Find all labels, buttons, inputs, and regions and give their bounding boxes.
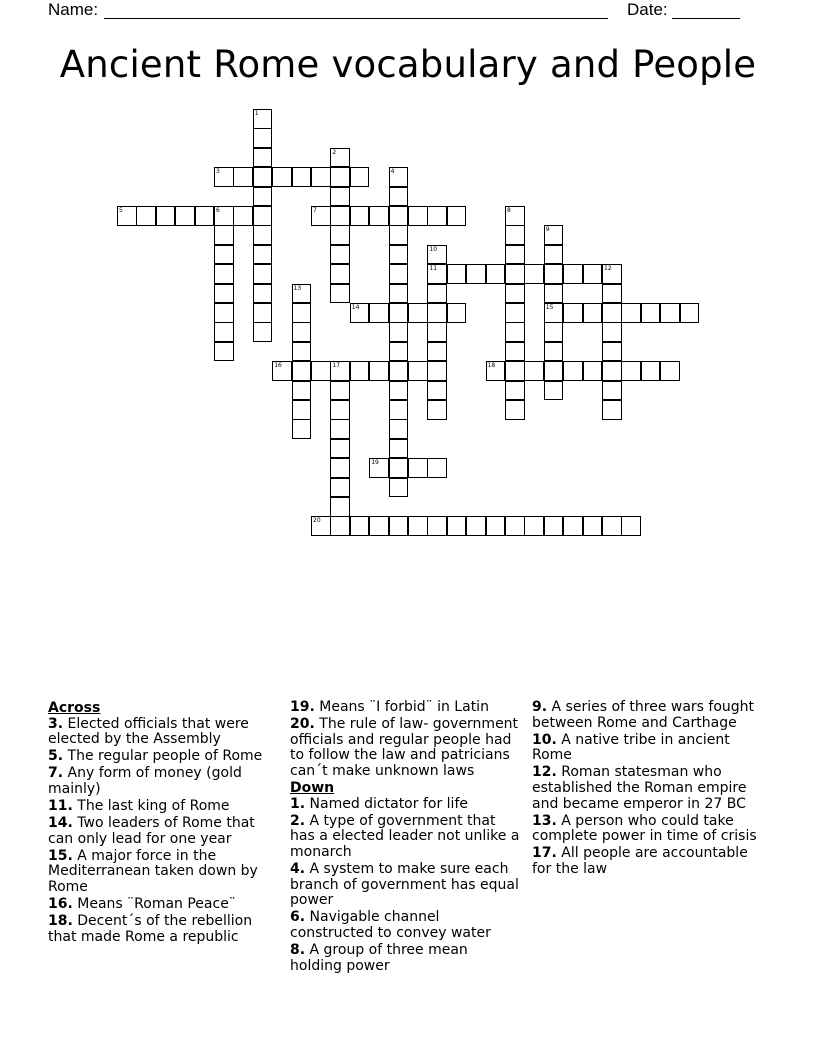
crossword-cell[interactable] <box>350 167 370 187</box>
crossword-cell[interactable] <box>486 264 506 284</box>
crossword-cell[interactable] <box>389 322 409 342</box>
crossword-cell[interactable] <box>505 206 525 226</box>
crossword-cell[interactable] <box>292 342 312 362</box>
clue-number: 20. <box>290 716 315 733</box>
clue-number: 3. <box>48 715 64 732</box>
crossword-cell[interactable] <box>447 516 467 536</box>
cell-number: 20 <box>313 517 321 525</box>
crossword-cell[interactable] <box>427 342 447 362</box>
clue <box>532 733 768 764</box>
crossword-cell[interactable] <box>311 206 331 226</box>
crossword-cell[interactable] <box>583 303 603 323</box>
cell-number: 12 <box>604 265 612 273</box>
crossword-cell[interactable] <box>311 361 331 381</box>
crossword-cell[interactable] <box>583 516 603 536</box>
page-title: Ancient Rome vocabulary and People <box>59 43 757 86</box>
crossword-cell[interactable] <box>505 264 525 284</box>
crossword-cell[interactable] <box>253 322 273 342</box>
crossword-cell[interactable] <box>427 361 447 381</box>
crossword-cell[interactable] <box>253 128 273 148</box>
crossword-cell[interactable] <box>350 516 370 536</box>
crossword-cell[interactable] <box>292 284 312 304</box>
crossword-cell[interactable] <box>544 284 564 304</box>
crossword-cell[interactable] <box>408 458 428 478</box>
cell-number: 15 <box>545 304 554 311</box>
clue-text: The regular people of Rome <box>67 748 263 765</box>
crossword-cell[interactable] <box>369 458 389 478</box>
crossword-cell[interactable] <box>389 187 409 207</box>
clue-text: Means ¨I forbid¨ in Latin <box>319 699 489 715</box>
crossword-cell[interactable] <box>330 225 350 245</box>
clue-number: 2. <box>290 812 306 829</box>
crossword-cell[interactable] <box>680 303 700 323</box>
crossword-cell[interactable] <box>253 206 273 226</box>
clue <box>48 897 276 913</box>
clue-text: Roman statesman who established the Roman empire and became emperor in 27 BC <box>532 764 747 812</box>
clue <box>290 700 522 716</box>
crossword-cell[interactable] <box>641 361 661 381</box>
clue-number: 16. <box>48 896 73 913</box>
crossword-cell[interactable] <box>292 381 312 401</box>
crossword-cell[interactable] <box>660 361 680 381</box>
clue-number: 4. <box>290 860 306 877</box>
crossword-cell[interactable] <box>253 167 273 187</box>
cell-number: 19 <box>371 459 379 467</box>
clue-text: Elected officials that were elected by the Assembly <box>48 715 249 748</box>
crossword-cell[interactable] <box>427 264 447 284</box>
crossword-cell[interactable] <box>253 284 273 304</box>
clue-number: 9. <box>532 699 548 715</box>
crossword-cell[interactable] <box>641 303 661 323</box>
crossword-cell[interactable] <box>621 516 641 536</box>
crossword-cell[interactable] <box>214 284 234 304</box>
clue <box>290 943 522 974</box>
crossword-cell[interactable] <box>408 516 428 536</box>
crossword-cell[interactable] <box>253 148 273 168</box>
crossword-cell[interactable] <box>544 245 564 265</box>
clue-text: A type of government that has a elected leader not unlike a monarch <box>290 812 520 860</box>
cell-number: 14 <box>351 304 360 311</box>
crossword-cell[interactable] <box>330 439 350 459</box>
crossword-cell[interactable] <box>330 148 350 168</box>
cell-number: 1 <box>254 110 259 117</box>
crossword-cell[interactable] <box>330 497 350 517</box>
crossword-cell[interactable] <box>389 245 409 265</box>
crossword-cell[interactable] <box>427 303 447 323</box>
clue-number: 10. <box>532 731 557 748</box>
clue-text: The last king of Rome <box>77 798 230 815</box>
crossword-cell[interactable] <box>214 245 234 265</box>
crossword-cell[interactable] <box>369 303 389 323</box>
crossword-cell[interactable] <box>311 167 331 187</box>
crossword-cell[interactable] <box>602 516 622 536</box>
clue <box>532 846 768 877</box>
crossword-cell[interactable] <box>563 516 583 536</box>
clue-text: Navigable channel constructed to convey water <box>290 909 491 941</box>
crossword-cell[interactable] <box>505 245 525 265</box>
crossword-cell[interactable] <box>389 264 409 284</box>
crossword-cell[interactable] <box>505 381 525 401</box>
clue <box>532 814 768 845</box>
crossword-cell[interactable] <box>505 400 525 420</box>
crossword-cell[interactable] <box>253 225 273 245</box>
clue-text: A major force in the Mediterranean taken down by Rome <box>48 847 258 896</box>
cell-number: 5 <box>119 207 123 214</box>
crossword-cell[interactable] <box>408 303 428 323</box>
clue-number: 17. <box>532 845 557 862</box>
clue-text: All people are accountable for the law <box>532 845 748 877</box>
crossword-cell[interactable] <box>389 439 409 459</box>
crossword-cell[interactable] <box>544 264 564 284</box>
clue <box>532 765 768 812</box>
crossword-cell[interactable] <box>330 187 350 207</box>
crossword-cell[interactable] <box>292 322 312 342</box>
clue-number: 18. <box>48 913 73 930</box>
clue-text: Any form of money (gold mainly) <box>48 765 242 797</box>
crossword-cell[interactable] <box>214 342 234 362</box>
clue-text: A person who could take complete power in time of crisis <box>532 812 757 845</box>
crossword-cell[interactable] <box>330 284 350 304</box>
crossword-cell[interactable] <box>389 361 409 381</box>
clue <box>48 766 276 797</box>
crossword-cell[interactable] <box>602 322 622 342</box>
crossword-cell[interactable] <box>563 361 583 381</box>
crossword-cell[interactable] <box>117 206 137 226</box>
crossword-cell[interactable] <box>389 167 409 187</box>
crossword-cell[interactable] <box>427 322 447 342</box>
crossword-cell[interactable] <box>369 206 389 226</box>
clues-column-1 <box>48 700 276 947</box>
crossword-cell[interactable] <box>389 303 409 323</box>
clue-number: 14. <box>48 815 73 832</box>
cell-number: 17 <box>332 362 341 370</box>
crossword-cell[interactable] <box>486 361 506 381</box>
cell-number: 16 <box>274 362 282 370</box>
crossword-cell[interactable] <box>408 206 428 226</box>
crossword-cell[interactable] <box>214 264 234 284</box>
clue-number: 12. <box>532 764 557 781</box>
crossword-cell[interactable] <box>544 225 564 245</box>
crossword-cell[interactable] <box>350 303 370 323</box>
crossword-cell[interactable] <box>505 516 525 536</box>
crossword-cell[interactable] <box>330 458 350 478</box>
crossword-cell[interactable] <box>544 381 564 401</box>
crossword-cell[interactable] <box>544 322 564 342</box>
cell-number: 10 <box>429 245 438 253</box>
clue-number: 11. <box>48 798 73 815</box>
crossword-cell[interactable] <box>602 342 622 362</box>
cell-number: 11 <box>429 265 438 273</box>
crossword-cell[interactable] <box>253 264 273 284</box>
crossword-cell[interactable] <box>544 516 564 536</box>
crossword-cell[interactable] <box>447 206 467 226</box>
clue-number: 5. <box>48 748 64 765</box>
crossword-cell[interactable] <box>544 361 564 381</box>
cell-number: 3 <box>216 168 220 176</box>
crossword-cell[interactable] <box>621 303 641 323</box>
cell-number: 13 <box>293 284 302 292</box>
crossword-cell[interactable] <box>505 303 525 323</box>
clues-column-2 <box>290 700 522 976</box>
crossword-cell[interactable] <box>330 516 350 536</box>
cell-number: 8 <box>507 207 511 214</box>
clue-text: Decent´s of the rebellion that made Rome a republic <box>48 913 253 945</box>
clue-text: A native tribe in ancient Rome <box>532 731 730 764</box>
clue <box>290 910 522 941</box>
crossword-cell[interactable] <box>486 516 506 536</box>
crossword-cell[interactable] <box>214 167 234 187</box>
clue-text: A system to make sure each branch of government has equal power <box>290 860 519 909</box>
crossword-cell[interactable] <box>602 381 622 401</box>
crossword-cell[interactable] <box>156 206 176 226</box>
crossword-cell[interactable] <box>524 264 544 284</box>
crossword-cell[interactable] <box>583 264 603 284</box>
crossword-cell[interactable] <box>389 419 409 439</box>
clue-text: Means ¨Roman Peace¨ <box>77 896 236 913</box>
name-label: Name: <box>48 0 99 19</box>
crossword-cell[interactable] <box>505 342 525 362</box>
crossword-cell[interactable] <box>660 303 680 323</box>
crossword-cell[interactable] <box>350 361 370 381</box>
crossword-cell[interactable] <box>563 264 583 284</box>
crossword-cell[interactable] <box>195 206 215 226</box>
down-heading: Down <box>290 779 335 796</box>
clue <box>48 914 276 945</box>
crossword-cell[interactable] <box>427 400 447 420</box>
clue-text: Two leaders of Rome that can only lead for one year <box>48 815 255 847</box>
crossword-cell[interactable] <box>427 458 447 478</box>
cell-number: 7 <box>313 207 317 214</box>
clue-text: A series of three wars fought between Rome and Carthage <box>532 699 755 731</box>
crossword-cell[interactable] <box>389 342 409 362</box>
crossword-cell[interactable] <box>389 284 409 304</box>
crossword-cell[interactable] <box>330 419 350 439</box>
crossword-cell[interactable] <box>330 167 350 187</box>
clue-number: 7. <box>48 765 64 782</box>
crossword-cell[interactable] <box>389 206 409 226</box>
crossword-cell[interactable] <box>214 303 234 323</box>
crossword-cell[interactable] <box>330 206 350 226</box>
crossword-cell[interactable] <box>408 361 428 381</box>
crossword-cell[interactable] <box>447 303 467 323</box>
crossword-cell[interactable] <box>136 206 156 226</box>
crossword-cell[interactable] <box>602 303 622 323</box>
crossword-cell[interactable] <box>505 361 525 381</box>
crossword-cell[interactable] <box>253 187 273 207</box>
cell-number: 4 <box>390 168 395 176</box>
date-label: Date: <box>627 0 668 19</box>
crossword-cell[interactable] <box>427 206 447 226</box>
clue-number: 1. <box>290 795 306 812</box>
clue <box>48 849 276 896</box>
crossword-cell[interactable] <box>292 361 312 381</box>
crossword-cell[interactable] <box>505 322 525 342</box>
clue <box>48 799 276 815</box>
clue-number: 8. <box>290 941 306 958</box>
crossword-cell[interactable] <box>427 516 447 536</box>
clue-number: 15. <box>48 847 73 864</box>
crossword-cell[interactable] <box>330 361 350 381</box>
crossword-cell[interactable] <box>214 322 234 342</box>
crossword-cell[interactable] <box>466 264 486 284</box>
crossword-cell[interactable] <box>389 458 409 478</box>
crossword-cell[interactable] <box>350 206 370 226</box>
crossword-cell[interactable] <box>583 361 603 381</box>
crossword-cell[interactable] <box>544 303 564 323</box>
crossword-cell[interactable] <box>330 400 350 420</box>
crossword-cell[interactable] <box>233 167 253 187</box>
crossword-cell[interactable] <box>621 361 641 381</box>
crossword-cell[interactable] <box>272 361 292 381</box>
cell-number: 18 <box>487 362 496 370</box>
crossword-cell[interactable] <box>369 516 389 536</box>
crossword-cell[interactable] <box>427 284 447 304</box>
crossword-cell[interactable] <box>602 400 622 420</box>
crossword-cell[interactable] <box>524 516 544 536</box>
crossword-cell[interactable] <box>389 516 409 536</box>
cell-number: 9 <box>545 226 550 234</box>
crossword-cell[interactable] <box>292 167 312 187</box>
crossword-cell[interactable] <box>272 167 292 187</box>
clue <box>48 717 276 748</box>
crossword-cell[interactable] <box>389 478 409 498</box>
clue-text: A group of three mean holding power <box>290 941 468 974</box>
crossword-cell[interactable] <box>544 342 564 362</box>
clue <box>48 749 276 765</box>
clue <box>290 797 522 813</box>
crossword-cell[interactable] <box>292 303 312 323</box>
crossword-cell[interactable] <box>253 109 273 129</box>
clue-text: Named dictator for life <box>309 795 468 812</box>
clue <box>48 816 276 847</box>
crossword-cell[interactable] <box>602 264 622 284</box>
crossword-cell[interactable] <box>233 206 253 226</box>
crossword-cell[interactable] <box>427 245 447 265</box>
crossword-cell[interactable] <box>253 245 273 265</box>
crossword-cell[interactable] <box>175 206 195 226</box>
across-heading: Across <box>48 700 101 716</box>
clue-number: 6. <box>290 909 306 926</box>
clue-number: 19. <box>290 699 315 715</box>
crossword-cell[interactable] <box>602 361 622 381</box>
crossword-cell[interactable] <box>389 400 409 420</box>
crossword-cell[interactable] <box>311 516 331 536</box>
clue <box>290 862 522 909</box>
crossword-cell[interactable] <box>292 419 312 439</box>
clues-column-3 <box>532 700 768 879</box>
crossword-cell[interactable] <box>330 264 350 284</box>
crossword-cell[interactable] <box>214 225 234 245</box>
clue-number: 13. <box>532 812 557 829</box>
crossword-cell[interactable] <box>505 284 525 304</box>
crossword-cell[interactable] <box>214 206 234 226</box>
cell-number: 6 <box>216 207 220 214</box>
crossword-cell[interactable] <box>602 284 622 304</box>
crossword-cell[interactable] <box>427 381 447 401</box>
clue <box>290 814 522 861</box>
crossword-cell[interactable] <box>466 516 486 536</box>
crossword-cell[interactable] <box>292 400 312 420</box>
crossword-cell[interactable] <box>505 225 525 245</box>
crossword-cell[interactable] <box>389 225 409 245</box>
cell-number: 2 <box>332 148 337 156</box>
crossword-cell[interactable] <box>330 381 350 401</box>
crossword-cell[interactable] <box>563 303 583 323</box>
crossword-cell[interactable] <box>330 245 350 265</box>
crossword-cell[interactable] <box>389 381 409 401</box>
clue <box>290 717 522 779</box>
crossword-cell[interactable] <box>253 303 273 323</box>
clue-text: The rule of law- government officials and regular people had to follow the law and patricians can´t make unknown laws <box>290 716 519 779</box>
crossword-cell[interactable] <box>369 361 389 381</box>
crossword-cell[interactable] <box>447 264 467 284</box>
crossword-cell[interactable] <box>524 361 544 381</box>
clue <box>532 700 768 731</box>
crossword-cell[interactable] <box>330 478 350 498</box>
